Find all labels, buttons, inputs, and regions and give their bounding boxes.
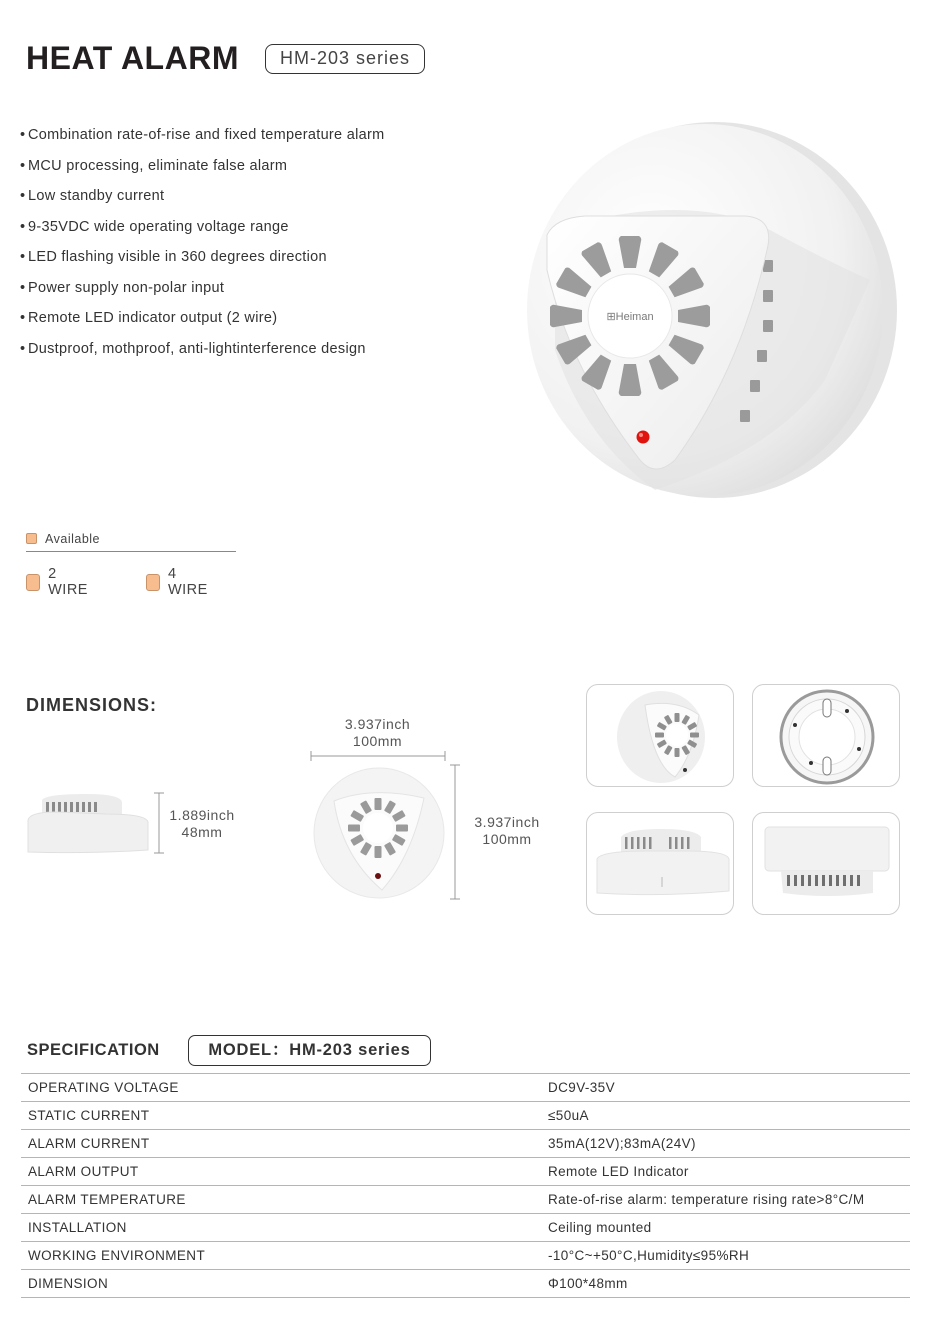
feature-item: • Dustproof, mothproof, anti-lightinterference design — [20, 340, 366, 357]
swatch-2-wire — [26, 574, 40, 591]
height-dimension-label: 1.889inch 48mm — [169, 807, 235, 840]
feature-item: • Low standby current — [20, 188, 165, 204]
table-row — [21, 1242, 910, 1270]
feature-item: • 9-35VDC wide operating voltage range — [20, 218, 289, 235]
feature-item: • Power supply non-polar input — [20, 279, 225, 296]
available-label: Available — [45, 531, 101, 546]
spec-key: OPERATING VOLTAGE — [28, 1080, 179, 1095]
spec-value: ≤50uA — [548, 1108, 589, 1123]
table-row — [21, 1074, 910, 1102]
spec-value: 35mA(12V);83mA(24V) — [548, 1136, 696, 1151]
svg-text:⊞Heiman: ⊞Heiman — [606, 311, 654, 323]
spec-key: WORKING ENVIRONMENT — [28, 1248, 206, 1263]
table-row — [21, 1130, 910, 1158]
spec-value: Rate-of-rise alarm: temperature rising rate>8°C/M — [548, 1192, 865, 1207]
spec-value: Ceiling mounted — [548, 1220, 652, 1235]
option-4-wire: 4 WIRE — [146, 566, 211, 598]
spec-value: Φ100*48mm — [548, 1276, 628, 1291]
specification-table — [21, 1073, 910, 1298]
available-swatch — [26, 533, 37, 544]
dimensions-title: DIMENSIONS: — [26, 695, 158, 715]
thumbnail-base-mount[interactable] — [752, 684, 900, 787]
width-dimension-label: 3.937inch 100mm — [344, 716, 411, 749]
page-title: HEAT ALARM — [26, 40, 239, 76]
table-row — [21, 1186, 910, 1214]
table-row — [21, 1158, 910, 1186]
spec-key: ALARM CURRENT — [28, 1136, 150, 1151]
model-badge: MODEL：HM-203 series — [188, 1035, 431, 1066]
spec-value: -10°C~+50°C,Humidity≤95%RH — [548, 1248, 750, 1263]
depth-dimension-label: 3.937inch 100mm — [474, 814, 540, 847]
width-dimension-line — [310, 749, 446, 763]
table-row — [21, 1270, 910, 1298]
spec-key: STATIC CURRENT — [28, 1108, 150, 1123]
depth-dimension-line — [448, 764, 462, 900]
spec-key: DIMENSION — [28, 1276, 109, 1291]
thumbnail-inverted-side[interactable] — [752, 812, 900, 915]
specification-title: SPECIFICATION — [27, 1041, 160, 1059]
side-view-image — [26, 792, 150, 854]
swatch-4-wire — [146, 574, 160, 591]
table-row — [21, 1214, 910, 1242]
spec-value: Remote LED Indicator — [548, 1164, 689, 1179]
thumbnail-side[interactable] — [586, 812, 734, 915]
feature-item: • MCU processing, eliminate false alarm — [20, 157, 288, 174]
spec-key: ALARM TEMPERATURE — [28, 1192, 186, 1207]
top-view-image — [312, 766, 446, 900]
spec-key: INSTALLATION — [28, 1220, 127, 1235]
table-row — [21, 1102, 910, 1130]
product-hero-image — [525, 120, 900, 505]
feature-item: • Remote LED indicator output (2 wire) — [20, 310, 278, 326]
feature-item: • LED flashing visible in 360 degrees direction — [20, 249, 327, 265]
series-badge: HM-203 series — [265, 44, 425, 74]
availability-legend — [26, 530, 236, 598]
feature-item: • Combination rate-of-rise and fixed temperature alarm — [20, 127, 385, 143]
thumbnail-angled-front[interactable] — [586, 684, 734, 787]
option-2-wire: 2 WIRE — [26, 566, 91, 598]
spec-value: DC9V-35V — [548, 1080, 615, 1095]
feature-list — [20, 124, 385, 368]
spec-key: ALARM OUTPUT — [28, 1164, 139, 1179]
